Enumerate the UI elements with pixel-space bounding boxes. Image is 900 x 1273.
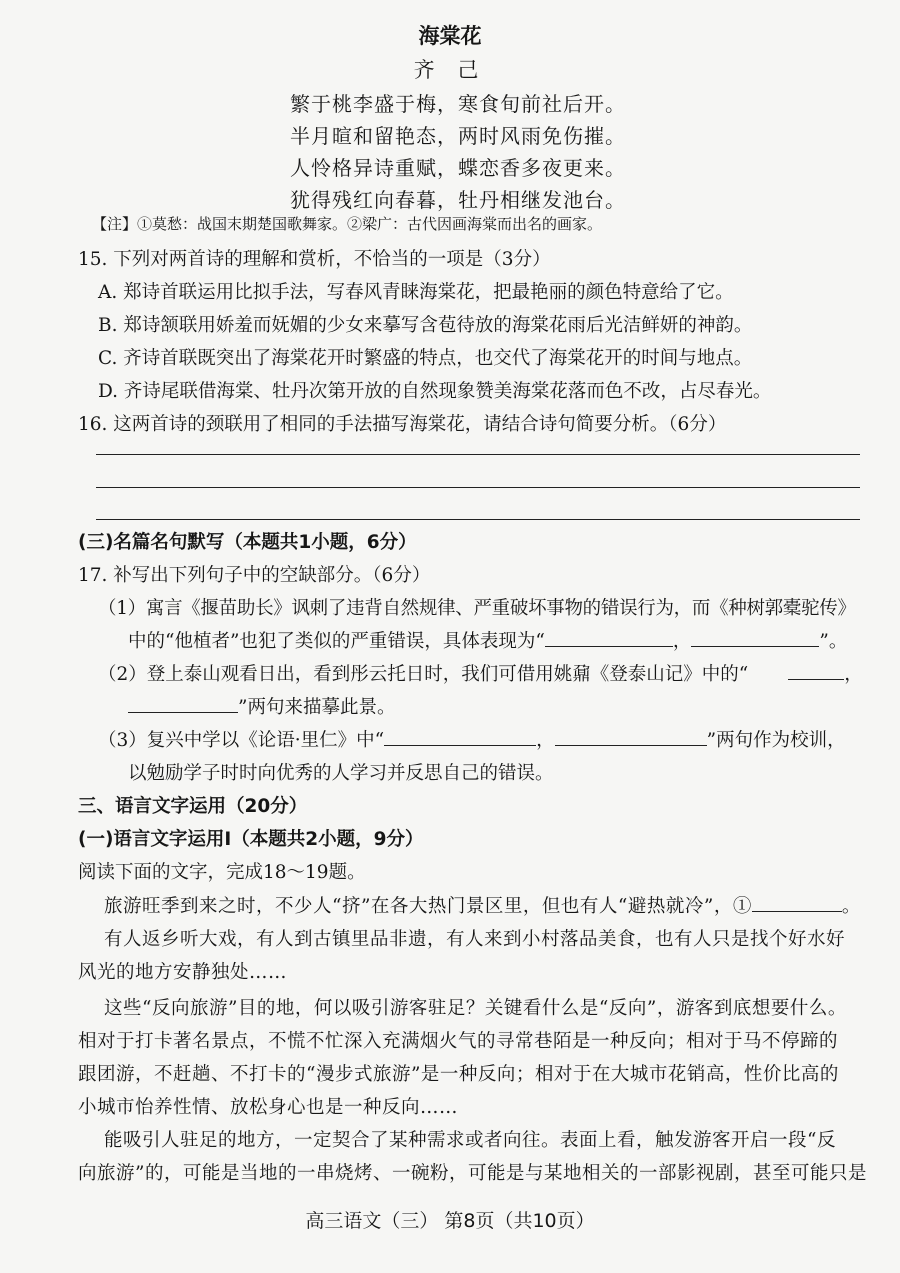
q17-stem: 17. 补写出下列句子中的空缺部分。（6分）	[78, 565, 431, 586]
page-footer: 高三语文（三） 第8页（共10页）	[305, 1210, 595, 1232]
q17-item3-line1	[98, 726, 846, 752]
passage-para2-line2: 风光的地方安静独处……	[78, 962, 288, 983]
q17-item3-line2: 以勉励学子时时向优秀的人学习并反思自己的错误。	[128, 763, 554, 784]
poem-author: 齐 己	[413, 58, 487, 82]
separator: ，	[672, 631, 692, 652]
passage-para3-line3: 跟团游，不赶趟、不打卡的“漫步式旅游”是一种反向；相对于在大城市花销高，性价比高的	[78, 1064, 839, 1085]
answer-line[interactable]	[96, 519, 860, 520]
q15-option-a: A. 郑诗首联运用比拟手法，写春风青睐海棠花，把最艳丽的颜色特意给了它。	[98, 282, 734, 303]
q17-item1-line2	[128, 627, 847, 653]
q17-item2-line2	[128, 693, 395, 719]
part-heading: 三、语言文字运用（20分）	[78, 796, 308, 817]
fill-blank[interactable]	[691, 628, 819, 648]
separator: 。	[841, 896, 861, 917]
q17-item3-end: ”两句作为校训，	[706, 730, 846, 751]
q17-item2-end: ”两句来描摹此景。	[238, 697, 396, 718]
fill-blank[interactable]	[545, 628, 673, 648]
q15-option-c: C. 齐诗首联既突出了海棠花开时繁盛的特点，也交代了海棠花开的时间与地点。	[98, 348, 753, 369]
reading-instruction: 阅读下面的文字，完成18～19题。	[78, 862, 366, 883]
passage-para3-line2: 相对于打卡著名景点，不慌不忙深入充满烟火气的寻常巷陌是一种反向；相对于马不停蹄的	[78, 1031, 839, 1052]
q16-stem: 16. 这两首诗的颈联用了相同的手法描写海棠花，请结合诗句简要分析。（6分）	[78, 414, 727, 435]
q15-option-d: D. 齐诗尾联借海棠、牡丹次第开放的自然现象赞美海棠花落而色不改，占尽春光。	[98, 381, 772, 402]
passage-para2-line1: 有人返乡听大戏，有人到古镇里品非遗，有人来到小村落品美食，也有人只是找个好水好	[104, 929, 846, 950]
poem-note: 【注】①莫愁：战国末期楚国歌舞家。②梁广：古代因画海棠而出名的画家。	[92, 215, 603, 233]
answer-line[interactable]	[96, 487, 860, 488]
fill-blank[interactable]	[384, 727, 536, 747]
subsection-heading: (一)语言文字运用Ⅰ（本题共2小题，9分）	[78, 829, 424, 850]
section-heading: (三)名篇名句默写（本题共1小题，6分）	[78, 532, 417, 553]
answer-line[interactable]	[96, 454, 860, 455]
poem-line: 繁于桃李盛于梅，寒食旬前社后开。	[290, 92, 626, 116]
q17-item1-line1: （1）寓言《揠苗助长》讽刺了违背自然规律、严重破坏事物的错误行为，而《种树郭橐驼传》	[98, 598, 856, 619]
passage-para1	[104, 892, 861, 918]
separator: ，	[844, 664, 863, 685]
passage-para3-line4: 小城市怡养性情、放松身心也是一种反向……	[78, 1097, 459, 1118]
fill-blank[interactable]	[788, 661, 844, 681]
passage-para4-line2: 向旅游”的，可能是当地的一串烧烤、一碗粉，可能是与某地相关的一部影视剧，甚至可能只是	[78, 1163, 867, 1184]
fill-blank[interactable]	[752, 893, 842, 913]
fill-blank[interactable]	[555, 727, 707, 747]
poem-title: 海棠花	[418, 24, 482, 48]
passage-para4-line1: 能吸引人驻足的地方，一定契合了某种需求或者向往。表面上看，触发游客开启一段“反	[104, 1130, 836, 1151]
fill-blank[interactable]	[128, 694, 238, 714]
q17-item2-text: （2）登上泰山观看日出，看到彤云托日时，我们可借用姚鼐《登泰山记》中的“	[98, 664, 749, 685]
q17-item1-text: 中的“他植者”也犯了类似的严重错误，具体表现为“	[128, 631, 545, 652]
passage-text: 旅游旺季到来之时，不少人“挤”在各大热门景区里，但也有人“避热就冷”，①	[104, 896, 752, 917]
q17-item1-end: ”。	[819, 631, 848, 652]
poem-line: 人怜格异诗重赋，蝶恋香多夜更来。	[290, 156, 626, 180]
q15-option-b: B. 郑诗颔联用娇羞而妩媚的少女来摹写含苞待放的海棠花雨后光洁鲜妍的神韵。	[98, 315, 753, 336]
separator: ，	[536, 730, 555, 751]
q15-stem: 15. 下列对两首诗的理解和赏析，不恰当的一项是（3分）	[78, 249, 551, 270]
poem-line: 半月暄和留艳态，两时风雨免伤摧。	[290, 124, 626, 148]
q17-item3-text: （3）复兴中学以《论语·里仁》中“	[98, 730, 385, 751]
poem-line: 犹得残红向春暮，牡丹相继发池台。	[290, 188, 626, 212]
passage-para3-line1: 这些“反向旅游”目的地，何以吸引游客驻足？关键看什么是“反向”，游客到底想要什么。	[104, 998, 847, 1019]
q17-item2-line1	[98, 660, 863, 686]
